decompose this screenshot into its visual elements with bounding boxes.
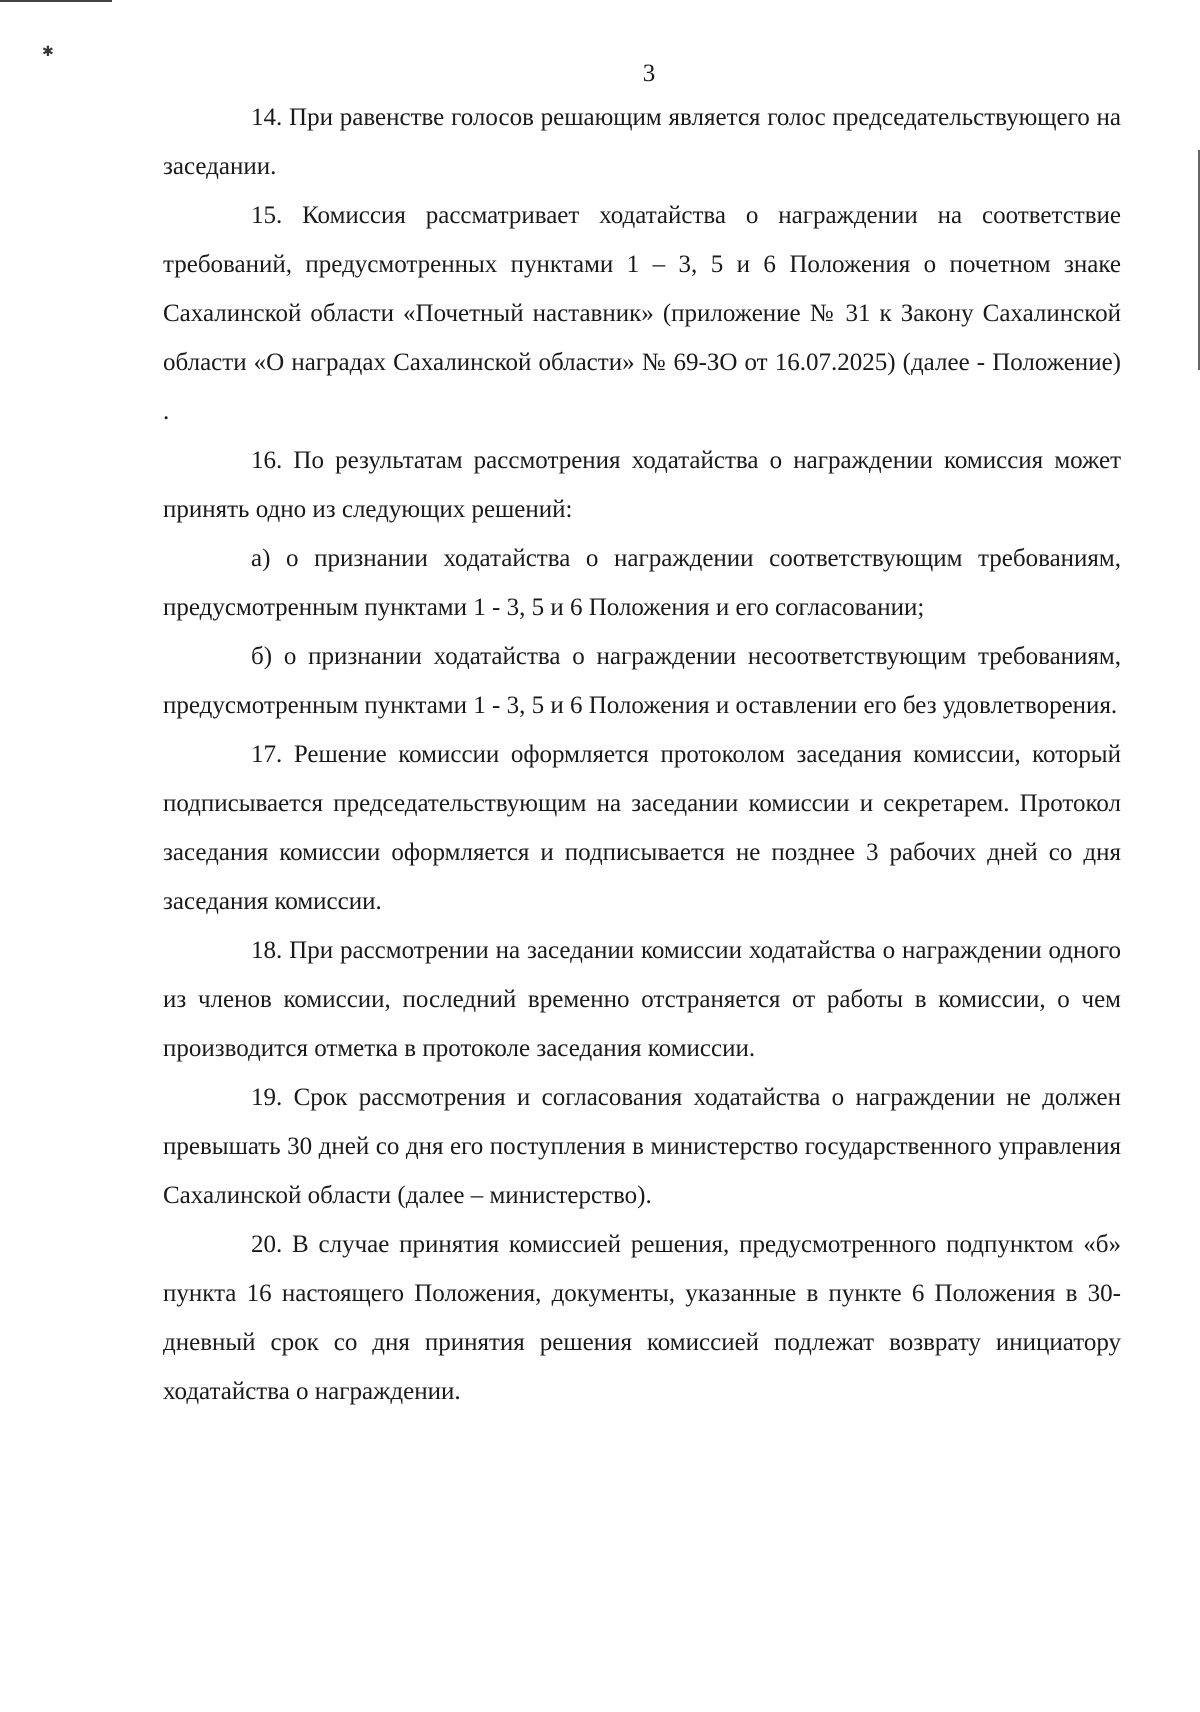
paragraph-16: 16. По результатам рассмотрения ходатайства о награждении комиссия может принять одно из следующих решений:	[163, 447, 1121, 523]
paragraph-20: 20. В случае принятия комиссией решения, предусмотренного подпунктом «б» пункта 16 настоящего Положения, документы, указанные в пункте 6 Положения в 30-дневный срок со дня принятия решения комиссией подлежат возврату инициатору ходатайства о награждении.	[163, 1231, 1121, 1405]
paragraph-15: 15. Комиссия рассматривает ходатайства о награждении на соответствие требований, предусмотренных пунктами 1 – 3, 5 и 6 Положения о почетном знаке Сахалинской области «Почетный наставник» (приложение № 31 к Закону Сахалинской области «О наградах Сахалинской области» № 69-ЗО от 16.07.2025) (далее - Положение) .	[163, 202, 1121, 425]
paragraph-19: 19. Срок рассмотрения и согласования ходатайства о награждении не должен превышать 30 дней со дня его поступления в министерство государственного управления Сахалинской области (далее – министерство).	[163, 1084, 1121, 1209]
scan-edge-line	[0, 0, 112, 2]
paragraph-18: 18. При рассмотрении на заседании комиссии ходатайства о награждении одного из членов комиссии, последний временно отстраняется от работы в комиссии, о чем производится отметка в протоколе заседания комиссии.	[163, 937, 1121, 1062]
document-body	[163, 93, 1121, 1416]
paragraph-16-a: а) о признании ходатайства о награждении соответствующим требованиям, предусмотренным пунктами 1 - 3, 5 и 6 Положения и его согласовании;	[163, 545, 1121, 621]
paragraph-17: 17. Решение комиссии оформляется протоколом заседания комиссии, который подписывается председательствующим на заседании комиссии и секретарем. Протокол заседания комиссии оформляется и подписывается не позднее 3 рабочих дней со дня заседания комиссии.	[163, 741, 1121, 915]
paragraph-14: 14. При равенстве голосов решающим является голос председательствующего на заседании.	[163, 104, 1121, 180]
page-number: 3	[642, 60, 656, 87]
paragraph-16-b: б) о признании ходатайства о награждении несоответствующим требованиям, предусмотренным пунктами 1 - 3, 5 и 6 Положения и оставлении его без удовлетворения.	[163, 643, 1121, 719]
scan-artifact-icon: ✱	[42, 45, 54, 60]
